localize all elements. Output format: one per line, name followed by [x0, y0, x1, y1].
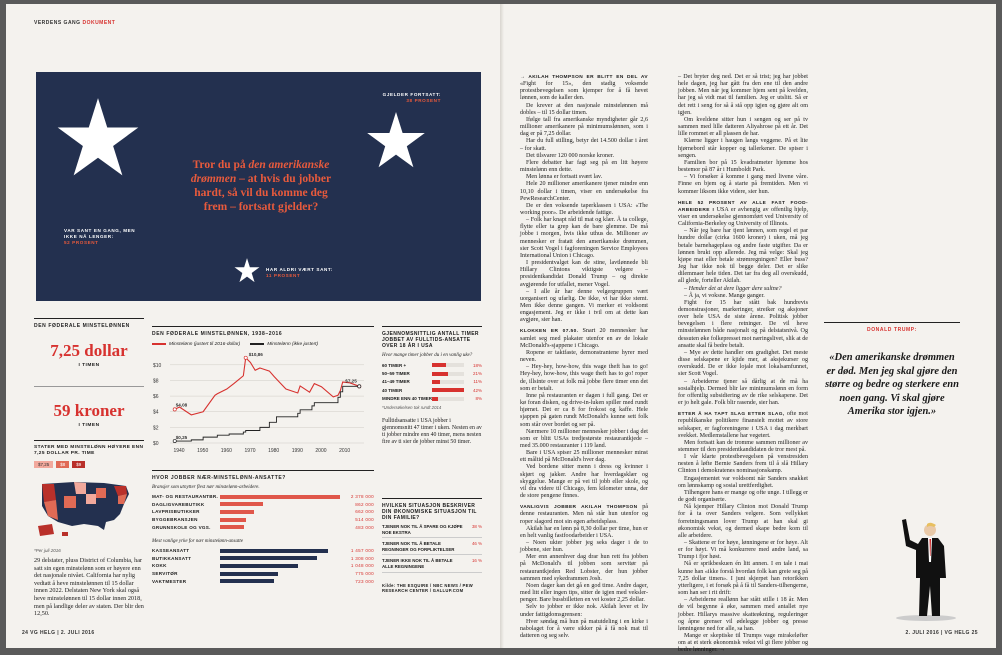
article-column-2	[678, 74, 808, 655]
paragraph: – Hender det at dere ligger dere sultne?	[684, 285, 782, 292]
situation-label: TJENER NOK TIL Å SPARE OG KJØPE NOE EKSTRA	[382, 524, 463, 535]
data-label: $10,86	[248, 352, 263, 358]
situation-box	[382, 498, 482, 594]
y-tick-label: $2	[153, 425, 159, 432]
data-point	[244, 356, 247, 359]
legend-unadjusted: Minstelønn (ikke justert)	[250, 342, 318, 347]
paragraph: Engasjementet var voldsomt når Sanders snakket om lønnskamp og sosial urettferdighet.	[678, 475, 808, 489]
min-wage-dollar: 7,25 dollar	[50, 341, 128, 360]
hours-row	[382, 369, 482, 377]
paragraph: Men fortsatt kan de tromme sammen millioner av stemmer til den presidentkandidaten de tror mest på.	[678, 439, 808, 453]
x-tick-label: 1980	[268, 448, 280, 454]
footer-right: 2. JULI 2016 | VG HELG 25	[905, 630, 978, 636]
paragraph: – Å ja, vi voksne. Mange ganger.	[684, 292, 765, 299]
hours-caption: *Undersøkelsen tok rundt 2014	[382, 404, 442, 410]
paragraph: Nærmere 10 millioner mennesker jobber i dag det som er blitt USAs tredjestørste restaurantkjede – med 35.000 restauranter i 119 land.	[520, 428, 648, 449]
data-label: $7,25	[345, 378, 357, 384]
bar-fill	[220, 579, 274, 583]
bar-row	[152, 501, 374, 509]
bar-value: 862 000	[355, 501, 374, 507]
hours-label: 50–59 TIMER	[382, 371, 410, 377]
hours-track	[432, 363, 464, 367]
situation-row	[382, 558, 482, 572]
bar-row	[152, 523, 374, 531]
bar-value: 483 000	[355, 524, 374, 530]
paragraph: Akilah har en lønn på 8,30 dollar per time, hun er en helt vanlig fastfoodarbeider i USA.	[520, 525, 648, 539]
series-line-unadjusted	[175, 386, 360, 441]
bar-fill	[220, 518, 246, 522]
industries-box	[152, 470, 374, 585]
bar-fill	[220, 549, 328, 553]
paragraph: VANLIGVIS JOBBER AKILAH THOMPSON på denne restauranten. Men nå står hun utenfor og roper slagord mot sin egen arbeidsplass.	[520, 504, 648, 525]
bar-fill	[220, 572, 278, 576]
paragraph: Om kveldene sitter hun i sengen og ser på tv sammen med lille datteren Aliyahrose på ett år. Det lille rommet er all plassen de har.	[678, 116, 808, 138]
situation-row	[382, 541, 482, 555]
paragraph: Hele 20 millioner amerikanere tjener mindre enn 10,10 dollar i timen, viser en undersøkelse fra PewResearchCenter.	[520, 181, 648, 202]
paragraph: → AKILAH THOMPSON ER BLITT EN DEL AV «Fight for 15», den stadig voksende protestbevegelsen som kjemper for å få hevet lønnen, som de kaller den.	[520, 75, 648, 102]
hours-value: 42%	[472, 387, 482, 393]
hours-label: 40 TIMER	[382, 387, 403, 393]
x-tick-label: 2000	[315, 448, 327, 454]
paragraph: I vår klarte protestbevegelsen på venstresiden nesten å løfte Bernie Sanders frem til å slå Hillary Clinton i demokratenes nominasjonskamp.	[678, 454, 808, 475]
bar-row	[152, 547, 374, 555]
bar-track	[220, 502, 340, 506]
bar-row	[152, 493, 374, 501]
situation-label: TJENER IKKE NOK TIL Å BETALE ALLE REGNINGENE	[382, 558, 453, 569]
paragraph: Klærne ligger i haugen langs veggene. På et lite hjørnebord står kopper og tallerkener. De spiser i sengen.	[678, 138, 808, 159]
paragraph: – Hey-hey, how-how, this wage theft has to go! Hey-hey, how-how, this wage theft has to go! roper de, illsinte over at folk må jobbe flere timer enn det som er betalt.	[520, 364, 648, 392]
bar-label: BYGGEBRANSJEN	[152, 517, 198, 523]
paragraph: – I alle år har denne velgergruppen vært uorganisert og ufarlig. De ikke, vi har ikke stemt. Men ikke denne gangen. Vi merker et voldsomt engasjement. Jeg er ikke i tvil om at dette kan avgjøre, sier han.	[520, 288, 648, 324]
bar-track	[220, 495, 340, 499]
bar-fill	[220, 525, 244, 529]
chart-title: DEN FØDERALE MINSTELØNNEN, 1938–2016	[152, 326, 374, 337]
paragraph: – Når jeg bare har tjent lønnen, som regel et par hundre dollar (cirka 1600 kroner) i uken, må jeg betale barnehageplass og andre faste utgifter. Da er lønnen brukt opp allerede. Jeg må velge: Skal jeg kjøpe mat eller betale strømregningen? Eller buss? Jeg har ikke nok til begge deler. Det er slike dilemmaer hele tiden. Det tar fra deg all overskudd, all glede, forteller Akilah.	[678, 228, 808, 285]
paragraph: Ved bordene sitter menn i dress og kvinner i skjørt og jakker. Andre har hverdagsklær og skyggelue. Mange er på vei til jobb eller skole, og vil dra videre til Chicago, fem kilometer unna, der de store pengene finnes.	[520, 464, 648, 500]
bar-track	[220, 510, 340, 514]
legend-9: $9	[72, 461, 85, 468]
paragraph: – Det bryter deg ned. Det er så trist; jeg har jobbet hele dagen, jeg har gått fra den ene til den andre jobben. Men når jeg kommer hjem sent på kvelden, har jeg så vidt mat til familien. Jeg er utslitt. Så er det rett i seng for så å stå opp igjen og gjøre alt om igjen.	[678, 74, 808, 116]
paragraph: – Arbeiderne reallønn har stått stille i 18 år. Men de vil begynne å øke, sammen med antallet nye jobber. Hillarys massive skatteøkning, reguleringer og åpne grenser vil ødelegge jobber og presse lønningene ned for alle, sa han.	[678, 597, 808, 632]
min-wage-kroner: 59 kroner	[53, 401, 125, 420]
paragraph: Mer enn annenhver dag drar hun rett fra jobben på McDonald's til jobben som servitør på restaurantkjeden Red Lobster, der hun jobber sammen med sykedrammen Josh.	[520, 554, 648, 582]
paragraph: Men lønna er fortsatt svært lav.	[526, 174, 603, 181]
paragraph: ETTER Å HA TAPT SLAG ETTER SLAG, ofte mot republikanske politikere finansielt mottet av store selskaper, er fagforeningene i USA i dag merkbart svekket. Medlemstallene har vegetert.	[678, 411, 808, 439]
bar-track	[220, 556, 340, 560]
hours-row	[382, 361, 482, 369]
paragraph: De krever at den nasjonale minstelønnen må dobles – til 15 dollar timen.	[520, 102, 648, 116]
bar-fill	[220, 502, 263, 506]
paragraph: Hver søndag må hun på matutdeling i en kirke i nabolaget for å være sikker på å få nok mat til datteren og seg selv.	[520, 618, 648, 640]
y-tick-label: $6	[153, 394, 159, 401]
hours-value: 18%	[472, 362, 482, 368]
bar-label: MAT- OG RESTAURANTBR.	[152, 494, 219, 500]
trump-quote-box	[824, 322, 960, 419]
hours-fill	[432, 372, 448, 376]
data-label: $4,08	[175, 402, 188, 408]
x-tick-label: 1970	[244, 448, 256, 454]
paragraph: Inne på restauranten er dagen i full gang. Det er kø foran disken, og drive-in-luken spiller med rundt hjørnet. Det er ca 8 for frokost og kaffe. Hele sjappen på gaten rundt McDonald's kunne sett folk som står over bordet og ser på.	[520, 392, 648, 428]
bar-track	[220, 525, 340, 529]
footer-left: 24 VG HELG | 2. JULI 2016	[22, 630, 95, 636]
bar-track	[220, 564, 340, 568]
bar-label: KOKK	[152, 563, 167, 569]
hours-value: 21%	[472, 371, 482, 377]
dream-banner	[36, 72, 481, 301]
paragraph: – Noen ukter jobber jeg seks dager i de to jobbene, sier hun.	[520, 540, 648, 554]
hours-track	[432, 388, 464, 392]
bar-row	[152, 508, 374, 516]
bar-fill	[220, 564, 298, 568]
y-tick-label: $4	[153, 409, 159, 416]
bar-label: KASSEANSATT	[152, 548, 190, 554]
map-footnote: *Per juli 2016	[34, 548, 61, 553]
paragraph: Ropene er taktfaste, demonstrantene hyrer med neven.	[520, 349, 648, 364]
paragraph: I presidentvalget kan de stine, lavtlønnede bli Hillary Clintons viktigste velgere – presidentkandidat Donald Trump – og direkte avgjørende for utfallet, mener Vogel.	[520, 260, 648, 288]
bar-label: SERVITØR	[152, 571, 178, 577]
y-tick-label: $10	[153, 362, 162, 369]
bar-fill	[220, 495, 340, 499]
hours-track	[432, 397, 464, 401]
hours-row	[382, 386, 482, 394]
label-was-true: VAR SANT EN GANG, MEN IKKE NÅ LENGER: 52 PROSENT	[64, 228, 136, 245]
page-gutter	[500, 4, 504, 648]
legend-7-25: $7,25	[34, 461, 53, 468]
paragraph: Nå kjemper Hillary Clinton mot Donald Trump for å ta over Sanders velgere. Som vellykket forretningsmann lover Trump at han skal gi økonomisk vekst, og dermed skape bedre kom til alle arbeidere.	[678, 504, 808, 539]
chart-plot	[152, 347, 374, 457]
x-tick-label: 1950	[197, 448, 209, 454]
paragraph: Flere debatter har fagt seg på en litt høyere minstelønn enn dette.	[520, 159, 648, 174]
star-icon	[366, 112, 426, 169]
divider	[34, 386, 144, 387]
data-point	[358, 385, 361, 388]
bar-row	[152, 516, 374, 524]
hours-value: 11%	[473, 379, 482, 385]
bar-fill	[220, 556, 317, 560]
bar-label: DAGLIGVAREBUTIKK	[152, 501, 205, 507]
situation-value: 16 %	[471, 558, 482, 564]
y-tick-label: $8	[153, 378, 159, 385]
bar-row	[152, 570, 374, 578]
kroner-unit: I TIMEN	[78, 423, 100, 428]
hours-box	[382, 326, 482, 446]
states-title: STATER MED MINSTELØNN HØYERE ENN 7,25 DOLLAR PR. TIME	[34, 440, 144, 457]
us-map	[34, 474, 134, 542]
hours-track	[432, 372, 464, 376]
paragraph: HELE 52 PROSENT AV ALLE FAST FOOD-ARBEIDERE I USA er avhengig av offentlig hjelp, viser en undersøkelse gjennomført ved University of California-Berkeley og University of Illinois.	[678, 200, 808, 228]
hours-fill	[432, 380, 440, 384]
hours-text: Fulltidsansatte i USA jobber i gjennomsnitt 47 timer i uken. Nesten en av ti jobber mindre enn 40 timer, mens nesten fire av ti sier de jobber minst 50 timer.	[382, 417, 482, 445]
trump-photo	[894, 516, 964, 622]
jobs-subtitle: Mest vanlige yrke for nær minstelønn-ansatte	[152, 538, 243, 544]
paragraph: Tilhengere hans er mange og ofte unge. I tillegg er de godt organiserte.	[678, 489, 808, 504]
paragraph: Fight for 15 har stått bak hundrevis demonstrasjoner, markeringer, streiker og aksjoner over hele USA de siste årene. Politisk jobber bevegelsen i flere retninger. De vil heve minstelønnen både nasjonalt og på delstatsnivå. Og dessuten øke folkepresset mot næringslivet, slik at de ansatte skal få bedre betalt.	[678, 299, 808, 349]
paragraph: – Skattene er for høye, lønningene er for høye. Alt er for høyt. Vi må konkurrere med andre land, sa Trump i fjor høst.	[678, 540, 808, 561]
star-icon	[234, 258, 260, 283]
bar-row	[152, 555, 374, 563]
paragraph: Ifølge tall fra amerikanske myndigheter går 2,6 millioner amerikanere på minimumslønnen, som i dag er på 7,25 dollar.	[520, 116, 648, 138]
data-point	[173, 408, 176, 411]
bar-value: 662 000	[355, 509, 374, 515]
bar-track	[220, 579, 340, 583]
hours-fill	[432, 388, 464, 392]
paragraph: KLOKKEN ER 07.50. Snart 20 mennesker har samlet seg med plakater utenfor en av de lokale McDonald's-sjappene i Chicago.	[520, 328, 649, 349]
map-legend	[34, 461, 144, 468]
hours-title: GJENNOMSNITTLIG ANTALL TIMER JOBBET AV FULLTIDS-ANSATTE OVER 18 ÅR I USA	[382, 326, 482, 349]
hours-track	[432, 380, 464, 384]
bar-value: 2 378 000	[350, 494, 374, 500]
label-still-true: GJELDER FORTSATT: 38 PROSENT	[382, 92, 441, 103]
pull-quote: «Den amerikanske drømmen er død. Men jeg skal gjøre den større og bedre og sterkere enn noen gang. Vi skal gjøre Amerika stor igjen.»	[825, 352, 959, 417]
min-wage-box	[34, 318, 144, 618]
situation-title: HVILKEN SITUASJON BESKRIVER DIN ØKONOMISKE SITUASJON TIL DIN FAMILIE?	[382, 498, 482, 521]
industries-subtitle: Bransjer som utnytter flest nær minstelønn-arbeidere.	[152, 485, 260, 490]
bar-label: BUTIKKANSATT	[152, 555, 192, 561]
hours-value: 8%	[475, 396, 482, 402]
hours-fill	[432, 363, 446, 367]
paragraph: – Vi forsøker å komme i gang med livene våre. Finne en bjem og å starte på fremtiden. Men vi kommer liksom ikke videre, sier hun.	[678, 174, 808, 195]
bar-track	[220, 549, 340, 553]
header-publication: VERDENS GANG	[34, 20, 81, 26]
situation-value: 38 %	[471, 524, 482, 529]
dollar-unit: I TIMEN	[78, 363, 100, 368]
legend-8: $8	[56, 461, 69, 468]
paragraph: Selv to jobber er ikke nok. Akilah lever et liv under fattigdomsgrensen:	[520, 604, 648, 618]
bar-label: VAKTMESTER	[152, 578, 187, 584]
bar-value: 723 000	[355, 578, 374, 584]
min-wage-title: DEN FØDERALE MINSTELØNNEN	[34, 318, 144, 329]
x-tick-label: 1940	[173, 448, 185, 454]
hours-question: Hvor mange timer jobber du i en vanlig uke?	[382, 353, 473, 358]
paragraph: Det tilsvarer 120 000 norske kroner.	[526, 152, 614, 159]
x-tick-label: 2010	[339, 448, 351, 454]
paragraph: Noen dager kan det gå en god time. Andre dager, med litt eller ingen tips, sitter de igjen med veksler-penger. Bare bussbilletten en vei koster 2,25 dollar.	[520, 582, 648, 604]
bar-value: 1 048 000	[350, 563, 374, 569]
situation-row	[382, 524, 482, 538]
banner-question: Tror du på den amerikanske drømmen – at hvis du jobber hardt, så vil du komme deg frem – fortsatt gjelder?	[190, 159, 332, 213]
paragraph: Familien bor på 15 kvadratmeter hjemme hos bestemor på 87 år i Humboldt Park.	[678, 159, 808, 174]
paragraph: Har du full stilling, betyr det 14.500 dollar i året – for skatt.	[520, 138, 648, 152]
hours-fill	[432, 397, 438, 401]
situation-value: 46 %	[471, 541, 482, 547]
section-header	[34, 20, 115, 26]
situation-label: TJENER NOK TIL Å BETALE REGNINGER OG FORPLIKTELSER	[382, 541, 455, 552]
series-line-adjusted	[175, 358, 360, 415]
source-credit: Kilde: THE ESQUIRE / NBC NEWS / PEW RESEARCH CENTER / GALLUP.COM	[382, 582, 473, 594]
paragraph: De er den voksende taperklassen i USA: «The working poor». De arbeidende fattige.	[520, 202, 648, 216]
legend-adjusted: Minstelønn (justert til 2016-dollar)	[152, 342, 240, 347]
bar-value: 1 457 000	[350, 548, 374, 554]
label-never-true: HAR ALDRI VÆRT SANT: 11 PROSENT	[266, 267, 333, 278]
bar-track	[220, 518, 340, 522]
bar-row	[152, 577, 374, 585]
min-wage-text: 29 delstater, pluss District of Columbia, har satt sin egen minstelønn som er høyere enn det nasjonale nivået. California har nylig vedtatt å heve minstelønnen til 15 dollar innen 2022. Delstaten New York skal også heve minstelønnen til 15 dollar innen 2018, men på landlige deler av staten. Der blir den 12,50.	[34, 557, 144, 618]
hours-label: MINDRE ENN 40 TIMER	[382, 396, 433, 402]
hours-row	[382, 378, 482, 386]
min-wage-chart	[152, 326, 374, 460]
paragraph: Mange er skeptiske til Trumps vage mirakeløfter om at et sterk økonomisk vekst vil gi flere jobber og bedre lønninger. →	[678, 633, 808, 654]
paragraph: – Folk har knapt råd til mat og klær. Å ta college, flytte eller ta grep kan de bare glemme. De må jobbe i morgen, hvis ikke uthus de. Millioner av mennesker er fratatt den amerikanske drømmen, sier Scott Vogel i fagforeningen Service Employees International Union i Chicago.	[520, 217, 648, 259]
bar-label: GRUNNSKOLE OG VGS.	[152, 524, 211, 530]
magazine-spread	[6, 4, 996, 654]
article-column-1	[520, 74, 648, 640]
hours-row	[382, 395, 482, 403]
header-section: DOKUMENT	[82, 20, 116, 26]
bar-value: 1 308 000	[350, 555, 374, 561]
hours-label: 60 TIMER +	[382, 362, 407, 368]
bar-label: LAVPRISBUTIKKER	[152, 509, 200, 515]
bar-value: 514 000	[355, 517, 374, 523]
bar-fill	[220, 510, 254, 514]
data-label: $0,25	[175, 435, 188, 441]
x-tick-label: 1990	[291, 448, 303, 454]
industries-title: HVOR JOBBER NÆR-MINSTELØNN-ANSATTE?	[152, 470, 374, 481]
paragraph: Nå er sprikbeskuen én litt annen. I en tale i mai kunne han «ikke forstå hvordan folk kan greie seg på 7,25 dollar timen». I juni skjerpet han retorikken ytterligere, i et forsøk på å få til Sanders-tilhengerne, som han ser i rit drift:	[678, 561, 808, 597]
paragraph: Bare i USA spiser 25 millioner mennesker minst ett måltid på McDonald's hver dag.	[520, 450, 648, 464]
paragraph: – Arbeiderne tjener så dårlig at de må ha sosialhjelp. Dermed blir lav minimumslønn en form for offentlig subsidiering av de rike selskapene. Det er jo helt gale. Folk blir rasende, sier han.	[678, 378, 808, 407]
x-tick-label: 1960	[220, 448, 232, 454]
star-icon	[56, 98, 140, 178]
bar-track	[220, 572, 340, 576]
bar-row	[152, 562, 374, 570]
quote-label: DONALD TRUMP:	[824, 322, 960, 333]
bar-value: 775 000	[355, 571, 374, 577]
y-tick-label: $0	[153, 441, 159, 447]
hours-label: 41–49 TIMER	[382, 379, 410, 385]
paragraph: – Mye av dette handler om gradighet. Det meste disse selskapene er kjide mer, at aksjekurser og overskudd. De er ikke lojale mot lokalsamfunnet, sier Scott Vogel.	[678, 349, 808, 378]
